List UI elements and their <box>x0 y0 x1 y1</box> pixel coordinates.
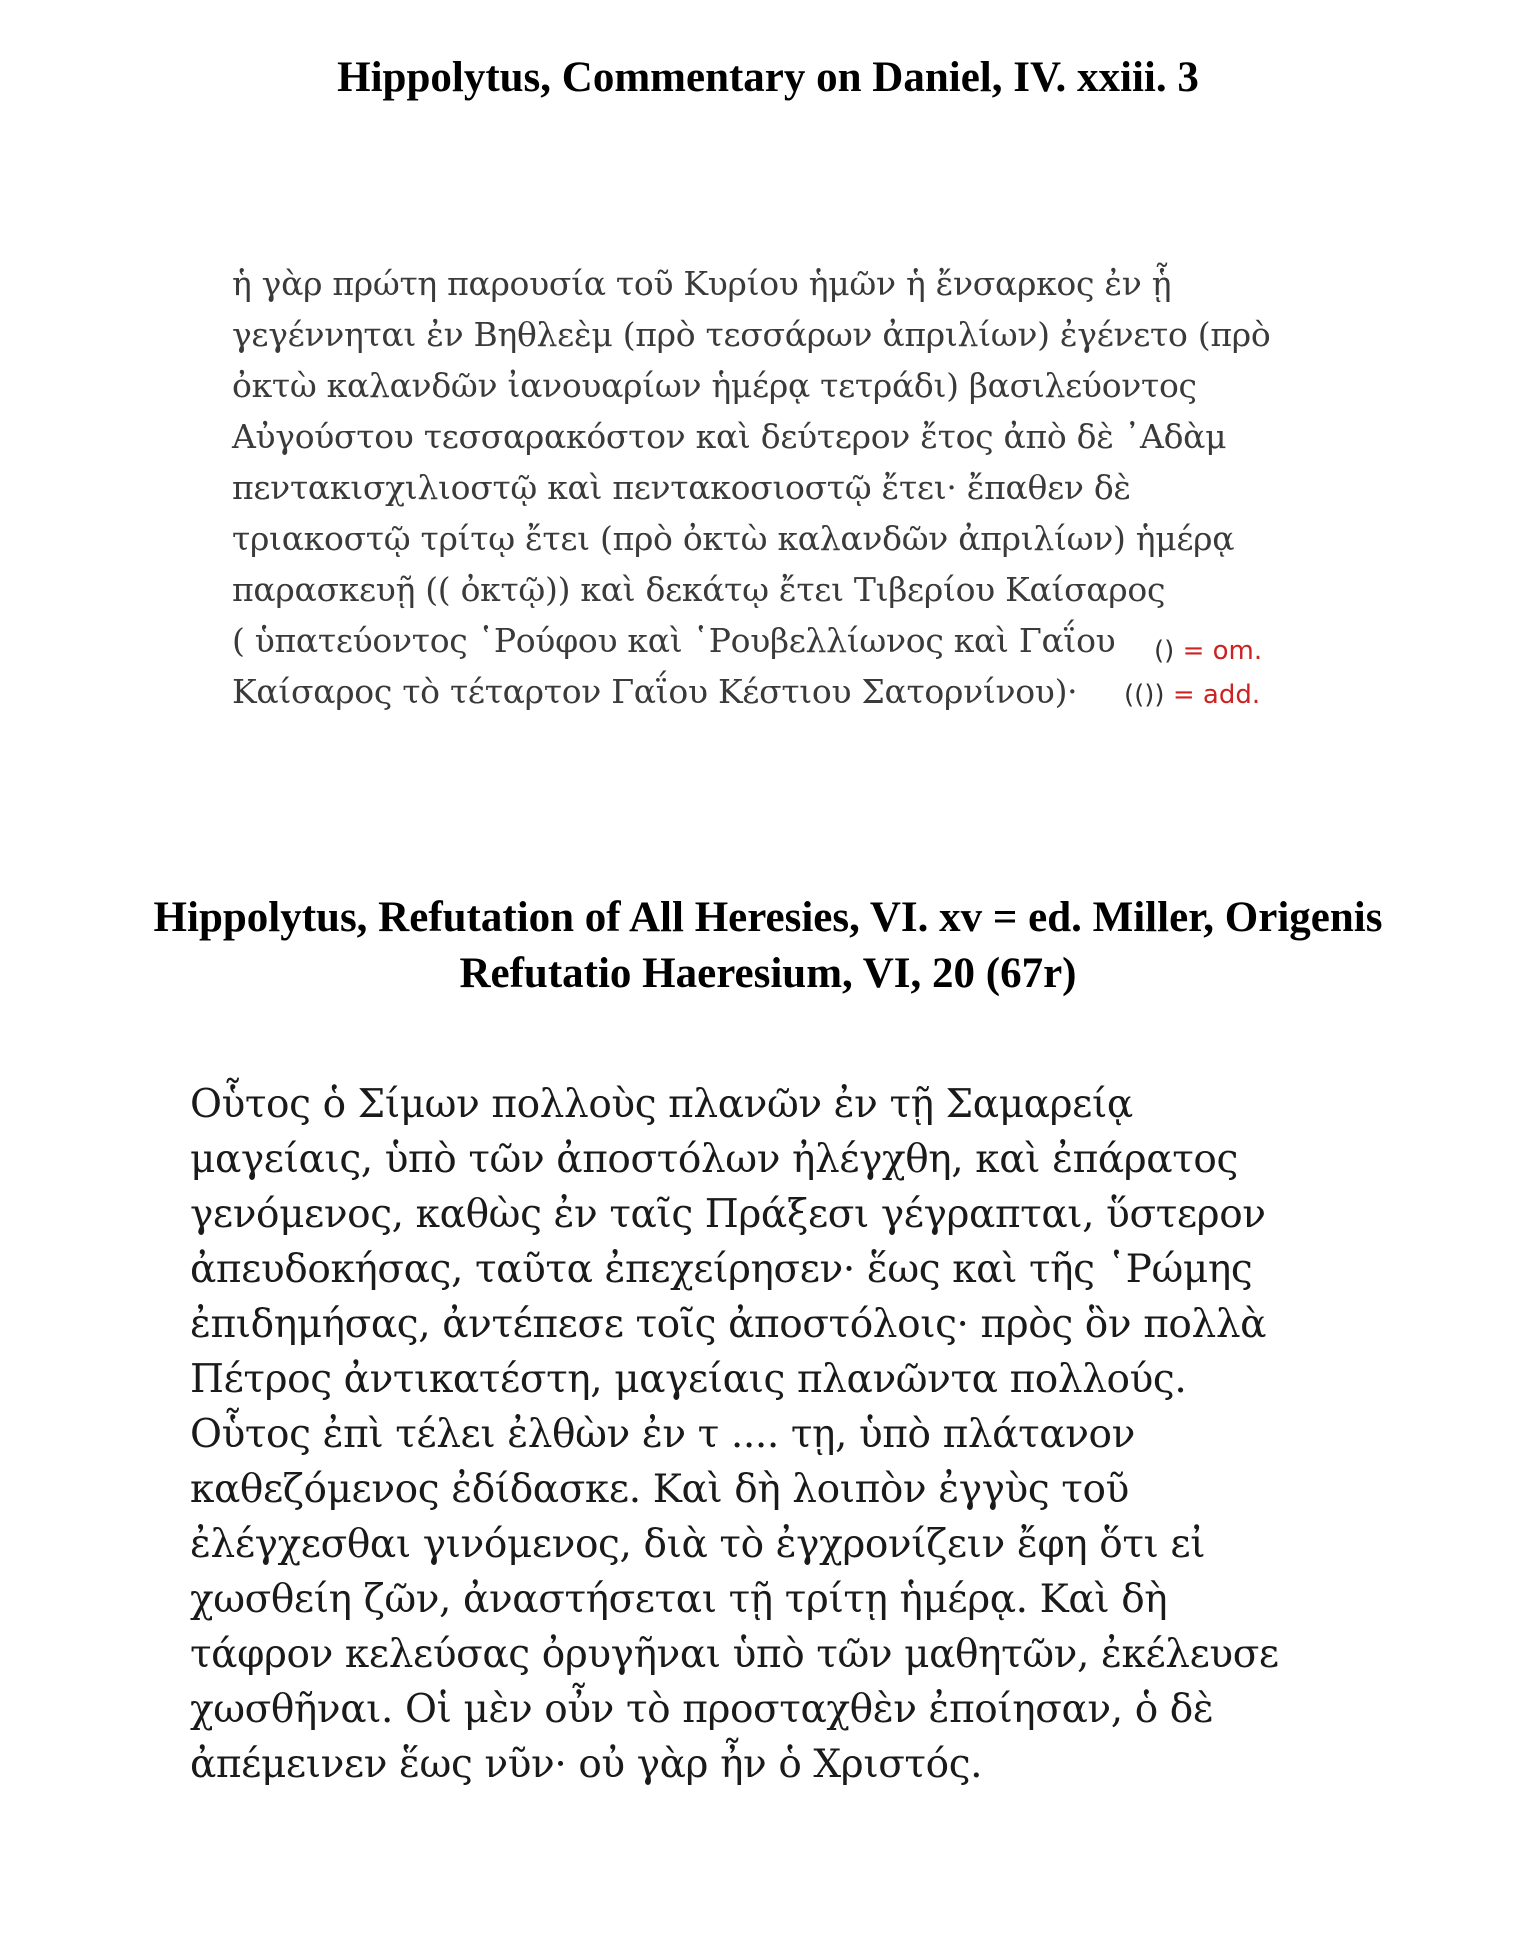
legend-symbol: () <box>1154 636 1175 666</box>
legend-equals: = <box>1172 680 1195 710</box>
section2-heading-line1: Hippolytus, Refutation of All Heresies, VI. xv = ed. Miller, Origenis <box>153 894 1383 941</box>
text-line: τριακοστῷ τρίτῳ ἔτει (πρὸ ὀκτὼ καλανδῶν ἀπριλίων) ἡμέρᾳ <box>232 519 1235 558</box>
section2-greek-text <box>190 1077 1440 1792</box>
text-line: ἀπέμεινεν ἕως νῦν· οὐ γὰρ ἦν ὁ Χριστός. <box>190 1742 983 1787</box>
section2-heading <box>0 890 1536 1002</box>
legend-symbol: (()) <box>1124 680 1165 710</box>
text-line: ( ὑπατεύοντος ῾Ρούφου καὶ ῾Ρουβελλίωνος καὶ Γαΐου <box>232 621 1116 660</box>
text-line: ἡ γὰρ πρώτη παρουσία τοῦ Κυρίου ἡμῶν ἡ ἔνσαρκος ἐν ᾗ <box>232 264 1172 303</box>
text-line: πεντακισχιλιοστῷ καὶ πεντακοσιοστῷ ἔτει· ἔπαθεν δὲ <box>232 468 1131 507</box>
text-line: παρασκευῇ (( ὀκτῷ)) καὶ δεκάτῳ ἔτει Τιβερίου Καίσαρος <box>232 570 1166 609</box>
text-line: Οὗτος ὁ Σίμων πολλοὺς πλανῶν ἐν τῇ Σαμαρείᾳ <box>190 1082 1133 1127</box>
text-line: χωσθῆναι. Οἱ μὲν οὖν τὸ προσταχθὲν ἐποίησαν, ὁ δὲ <box>190 1687 1214 1732</box>
legend-addition <box>1124 680 1260 710</box>
legend-equals: = <box>1182 636 1205 666</box>
legend-omission <box>1154 636 1262 666</box>
text-line: Πέτρος ἀντικατέστη, μαγείαις πλανῶντα πολλούς. <box>190 1357 1187 1402</box>
text-line: καθεζόμενος ἐδίδασκε. Καὶ δὴ λοιπὸν ἐγγὺς τοῦ <box>190 1467 1129 1512</box>
text-line: μαγείαις, ὑπὸ τῶν ἀποστόλων ἠλέγχθη, καὶ ἐπάρατος <box>190 1137 1238 1182</box>
text-line: ἐπιδημήσας, ἀντέπεσε τοῖς ἀποστόλοις· πρὸς ὃν πολλὰ <box>190 1302 1267 1347</box>
text-line: ἀπευδοκήσας, ταῦτα ἐπεχείρησεν· ἕως καὶ τῆς ῾Ρώμης <box>190 1247 1253 1292</box>
text-line: τάφρον κελεύσας ὀρυγῆναι ὑπὸ τῶν μαθητῶν, ἐκέλευσε <box>190 1632 1279 1677</box>
text-line: γενόμενος, καθὼς ἐν ταῖς Πράξεσι γέγραπται, ὕστερον <box>190 1192 1266 1237</box>
text-line: Αὐγούστου τεσσαρακόστον καὶ δεύτερον ἔτος ἀπὸ δὲ ᾿Αδὰμ <box>232 417 1227 456</box>
section1-heading: Hippolytus, Commentary on Daniel, IV. xxiii. 3 <box>337 54 1199 101</box>
text-line: Οὗτος ἐπὶ τέλει ἐλθὼν ἐν τ .... τῃ, ὑπὸ πλάτανον <box>190 1412 1135 1457</box>
section2-heading-line2: Refutatio Haeresium, VI, 20 (67r) <box>459 950 1077 997</box>
legend-meaning: om. <box>1212 636 1263 666</box>
legend-meaning: add. <box>1202 680 1261 710</box>
text-line: ὀκτὼ καλανδῶν ἰανουαρίων ἡμέρᾳ τετράδι) βασιλεύοντος <box>232 366 1197 405</box>
text-line: Καίσαρος τὸ τέταρτον Γαΐου Κέστιου Σατορνίνου)· <box>232 672 1078 711</box>
text-line: χωσθείη ζῶν, ἀναστήσεται τῇ τρίτῃ ἡμέρᾳ. Καὶ δὴ <box>190 1577 1168 1622</box>
text-line: ἐλέγχεσθαι γινόμενος, διὰ τὸ ἐγχρονίζειν ἔφη ὅτι εἰ <box>190 1522 1206 1567</box>
text-line: γεγέννηται ἐν Βηθλεὲμ (πρὸ τεσσάρων ἀπριλίων) ἐγένετο (πρὸ <box>232 315 1271 354</box>
